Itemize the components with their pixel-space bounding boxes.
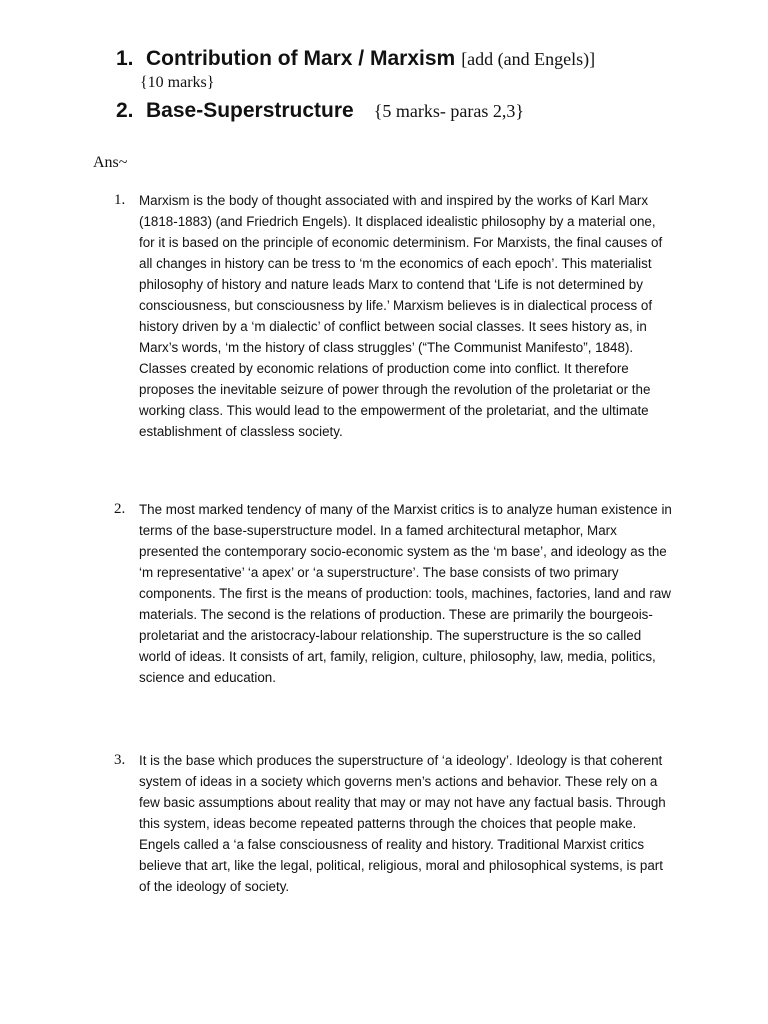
paragraph-1-number: 1. (114, 192, 126, 208)
paragraph-3 (114, 750, 674, 897)
heading-2-number: 2. (116, 99, 134, 122)
paragraph-1-text: Marxism is the body of thought associated with and inspired by the works of Karl Marx (1818-1883) (and Friedrich Engels). It displaced idealistic philosophy by a material one, for it is based on the principle of economic determinism. For Marxists, the final causes of all changes in history can be tress to ‘m the economics of each epoch’. This materialist philosophy of history and nature leads Marx to contend that ‘Life is not determined by consciousness, but consciousness by life.’ Marxism believes is in dialectical process of history driven by a ‘m dialectic’ of conflict between social classes. It sees history as, in Marx’s words, ‘m the history of class struggles’ (“The Communist Manifesto”, 1848). Classes created by economic relations of production come into conflict. It therefore proposes the inevitable seizure of power through the revolution of the proletariat or the working class. This would lead to the empowerment of the proletariat, and the ultimate establishment of classless society. (139, 193, 663, 439)
heading-1-note: [add (and Engels)] (461, 49, 596, 69)
heading-2-note: {5 marks- paras 2,3} (373, 101, 524, 121)
paragraph-2 (114, 499, 674, 688)
heading-2 (116, 99, 524, 123)
paragraph-2-number: 2. (114, 501, 126, 517)
heading-1-number: 1. (116, 47, 134, 70)
paragraph-3-text: It is the base which produces the superstructure of ‘a ideology’. Ideology is that coherent system of ideas in a society which governs men’s actions and behavior. These rely on a few basic assumptions about reality that may or may not have any factual basis. Through this system, ideas become repeated patterns through the choices that people make. Engels called a ‘a false consciousness of reality and history. Traditional Marxist critics believe that art, like the legal, political, religious, moral and philosophical systems, is part of the ideology of society. (139, 753, 666, 894)
paragraph-2-text: The most marked tendency of many of the Marxist critics is to analyze human existence in terms of the base-superstructure model. In a famed architectural metaphor, Marx presented the contemporary socio-economic system as the ‘m base’, and ideology as the ‘m representative’ ‘a apex’ or ‘a superstructure’. The base consists of two primary components. The first is the means of production: tools, machines, factories, land and raw materials. The second is the relations of production. These are primarily the bourgeois-proletariat and the aristocracy-labour relationship. The superstructure is the so called world of ideas. It consists of art, family, religion, culture, philosophy, law, media, politics, science and education. (139, 502, 672, 685)
answer-label: Ans~ (93, 154, 128, 171)
paragraph-3-number: 3. (114, 752, 126, 768)
heading-2-title: Base-Superstructure (146, 99, 354, 122)
heading-1-marks: {10 marks} (140, 74, 215, 91)
heading-1-title: Contribution of Marx / Marxism (146, 47, 456, 70)
heading-1 (116, 47, 595, 71)
paragraph-1 (114, 190, 674, 442)
